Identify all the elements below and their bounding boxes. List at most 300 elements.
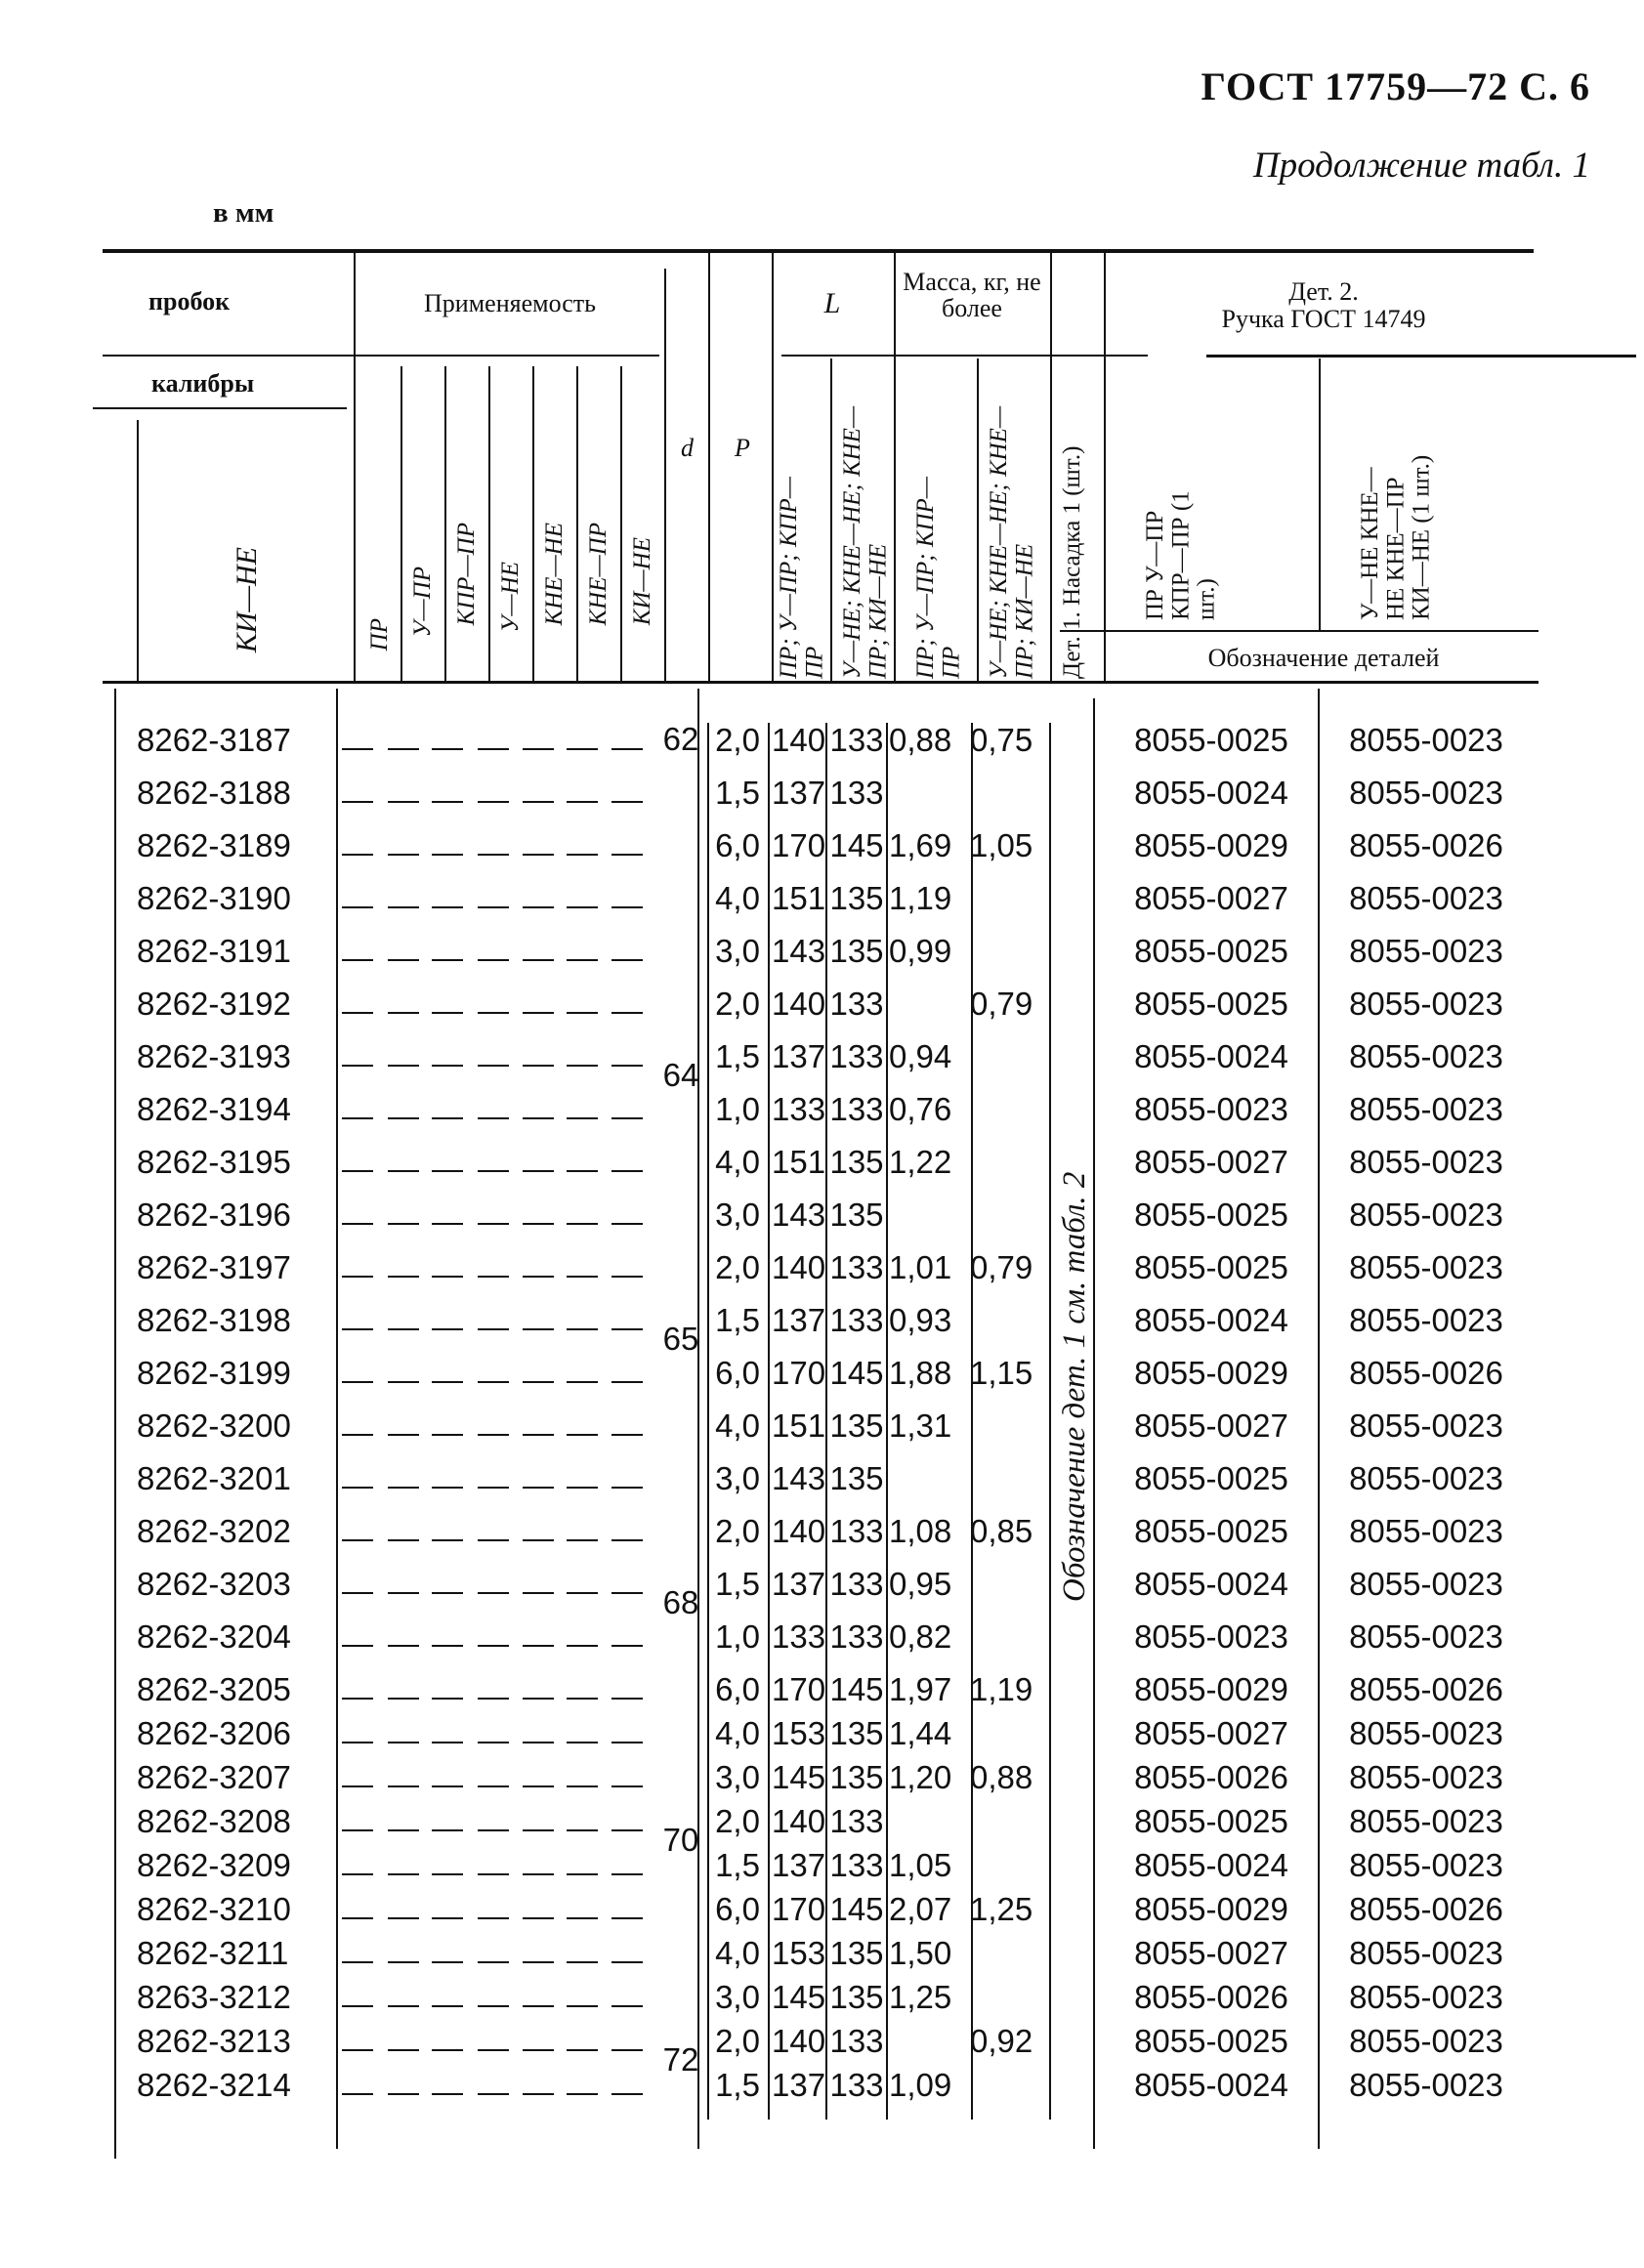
applicability-dash [342,1012,373,1014]
handle-pr-cell: 8055-0024 [1134,1038,1288,1074]
applicability-dash [567,1698,598,1700]
part-code-cell: 8262-3202 [137,1513,291,1549]
applicability-dash [342,748,373,750]
handle-ne-cell: 8055-0023 [1349,1715,1503,1751]
applicability-dash [523,2093,554,2095]
header-divider [1050,249,1052,684]
length-ne-cell: 133 [829,1038,884,1074]
mass-ne-cell: 1,05 [970,827,1033,863]
mass-pr-cell: 1,09 [889,2067,952,2103]
applicability-dash [342,801,373,803]
applicability-dash [611,1328,643,1330]
part-code-cell: 8262-3195 [137,1144,291,1180]
length-pr-cell: 137 [772,1302,826,1338]
applicability-dash [388,748,419,750]
part-code-cell: 8262-3208 [137,1803,291,1839]
handle-pr-cell: 8055-0024 [1134,1847,1288,1883]
length-ne-cell: 145 [829,1891,884,1927]
part-code-cell: 8262-3213 [137,2023,291,2059]
pitch-cell: 2,0 [715,2023,760,2059]
length-ne-cell: 133 [829,775,884,811]
applicability-dash [611,748,643,750]
pitch-cell: 3,0 [715,1979,760,2015]
applicability-dash [567,1539,598,1541]
handle-ne-cell: 8055-0023 [1349,1847,1503,1883]
length-ne-cell: 133 [829,1566,884,1602]
applicability-dash [478,1917,509,1919]
header-divider [532,366,534,684]
part-code-cell: 8262-3190 [137,880,291,916]
part-code-cell: 8262-3203 [137,1566,291,1602]
applicability-dash [432,906,463,908]
applicability-dash [388,906,419,908]
pitch-cell: 3,0 [715,1197,760,1233]
length-ne-cell: 135 [829,1715,884,1751]
applicability-dash [432,1873,463,1875]
header-det2-line1: Дет. 2. [1288,277,1359,306]
length-pr-cell: 137 [772,2067,826,2103]
applicability-dash [567,854,598,856]
handle-ne-cell: 8055-0023 [1349,1038,1503,1074]
handle-pr-cell: 8055-0025 [1134,1513,1288,1549]
header-rule [357,355,659,357]
applicability-dash [567,1328,598,1330]
mass-pr-cell: 1,97 [889,1671,952,1707]
applicability-dash [567,1487,598,1489]
mass-ne-cell: 1,19 [970,1671,1033,1707]
applicability-dash [523,801,554,803]
applicability-dash [611,2049,643,2051]
applicability-dash [432,1698,463,1700]
handle-pr-cell: 8055-0023 [1134,1091,1288,1127]
header-bottom-rule [103,681,1539,684]
handle-ne-cell: 8055-0023 [1349,775,1503,811]
length-ne-cell: 133 [829,1249,884,1285]
pitch-cell: 1,5 [715,2067,760,2103]
applicability-dash [342,1487,373,1489]
applicability-dash [478,2049,509,2051]
applicability-dash [523,1117,554,1119]
header-divider [400,366,402,684]
header-d: d [681,434,694,462]
handle-pr-cell: 8055-0029 [1134,827,1288,863]
part-code-cell: 8262-3209 [137,1847,291,1883]
handle-ne-cell: 8055-0023 [1349,880,1503,916]
applicability-dash [342,1276,373,1278]
mass-pr-cell: 1,05 [889,1847,952,1883]
handle-ne-cell: 8055-0023 [1349,1197,1503,1233]
applicability-dash [611,1276,643,1278]
handle-ne-cell: 8055-0023 [1349,1803,1503,1839]
length-ne-cell: 135 [829,1759,884,1795]
applicability-dash [342,2005,373,2007]
length-pr-cell: 133 [772,1618,826,1655]
header-applic-col: КНЕ—НЕ [541,523,568,626]
applicability-dash [567,1592,598,1594]
pitch-cell: 2,0 [715,1803,760,1839]
applicability-dash [388,1487,419,1489]
part-code-cell: 8262-3211 [137,1935,289,1971]
applicability-dash [478,1065,509,1067]
applicability-dash [523,854,554,856]
applicability-dash [478,2005,509,2007]
header-mass: Масса, кг, не более [903,268,1041,323]
span-note-det1 [1045,1094,1104,1680]
applicability-dash [432,801,463,803]
part-code-cell: 8262-3197 [137,1249,291,1285]
applicability-dash [342,1117,373,1119]
mass-pr-cell: 1,31 [889,1407,952,1444]
handle-ne-cell: 8055-0023 [1349,986,1503,1022]
table-row [0,774,1644,813]
header-probok: пробок [148,287,231,315]
applicability-dash [342,1742,373,1743]
pitch-cell: 1,5 [715,775,760,811]
applicability-dash [432,1917,463,1919]
header-mass-col1: ПР; У—ПР; КПР—ПР [912,476,965,679]
part-code-cell: 8262-3200 [137,1407,291,1444]
applicability-dash [567,1961,598,1963]
applicability-dash [523,1487,554,1489]
length-pr-cell: 151 [772,1407,826,1444]
mass-pr-cell: 1,20 [889,1759,952,1795]
handle-ne-cell: 8055-0023 [1349,1460,1503,1496]
applicability-dash [611,1592,643,1594]
applicability-dash [523,1065,554,1067]
applicability-dash [432,1065,463,1067]
applicability-dash [432,1742,463,1743]
header-applic-col: У—НЕ [497,562,524,633]
applicability-dash [432,1487,463,1489]
applicability-dash [432,1961,463,1963]
applicability-dash [342,1645,373,1647]
applicability-dash [478,1539,509,1541]
mass-pr-cell: 1,44 [889,1715,952,1751]
applicability-dash [342,1170,373,1172]
applicability-dash [478,906,509,908]
applicability-dash [611,1873,643,1875]
applicability-dash [342,1223,373,1225]
handle-pr-cell: 8055-0029 [1134,1891,1288,1927]
length-pr-cell: 140 [772,1803,826,1839]
applicability-dash [432,1785,463,1787]
applicability-dash [567,2005,598,2007]
header-top-rule [103,249,1534,253]
header-kalibry: калибры [151,369,255,398]
applicability-dash [478,1223,509,1225]
table-row [0,1301,1644,1340]
header-divider [576,366,578,684]
header-l: L [823,287,841,319]
applicability-dash [342,1785,373,1787]
length-pr-cell: 137 [772,775,826,811]
handle-pr-cell: 8055-0025 [1134,722,1288,758]
applicability-dash [432,1012,463,1014]
applicability-dash [478,959,509,961]
pitch-cell: 1,5 [715,1566,760,1602]
applicability-dash [388,1592,419,1594]
part-code-cell: 8262-3199 [137,1355,291,1391]
applicability-dash [523,1434,554,1436]
applicability-dash [478,2093,509,2095]
header-divider [137,420,139,684]
table-row [0,1714,1644,1753]
table-row [0,1617,1644,1657]
applicability-dash [523,748,554,750]
pitch-cell: 6,0 [715,1671,760,1707]
applicability-dash [523,1742,554,1743]
part-code-cell: 8262-3192 [137,986,291,1022]
handle-ne-cell: 8055-0023 [1349,2067,1503,2103]
mass-ne-cell: 0,88 [970,1759,1033,1795]
applicability-dash [523,2005,554,2007]
part-code-cell: 8263-3212 [137,1979,291,2015]
applicability-dash [611,1698,643,1700]
header-rule [103,355,357,357]
pitch-cell: 1,5 [715,1847,760,1883]
header-det2-line2: Ручка ГОСТ 14749 [1221,305,1426,333]
header-applic-col: ПР [366,618,393,651]
diameter-cell: 68 [662,1584,699,1620]
mass-ne-cell: 0,79 [970,986,1033,1022]
applicability-dash [567,748,598,750]
mass-pr-cell: 2,07 [889,1891,952,1927]
header-divider [488,366,490,684]
applicability-dash [567,1645,598,1647]
applicability-dash [478,1592,509,1594]
length-ne-cell: 133 [829,2067,884,2103]
handle-pr-cell: 8055-0025 [1134,986,1288,1022]
applicability-dash [611,1539,643,1541]
part-code-cell: 8262-3204 [137,1618,291,1655]
applicability-dash [432,1645,463,1647]
applicability-dash [388,1742,419,1743]
applicability-dash [611,1917,643,1919]
applicability-dash [523,1917,554,1919]
header-applic-col: КПР—ПР [453,523,480,626]
applicability-dash [342,1065,373,1067]
applicability-dash [342,854,373,856]
pitch-cell: 1,5 [715,1038,760,1074]
table-row [0,1090,1644,1129]
handle-pr-cell: 8055-0024 [1134,1566,1288,1602]
applicability-dash [342,959,373,961]
length-ne-cell: 133 [829,986,884,1022]
length-pr-cell: 140 [772,1249,826,1285]
length-pr-cell: 137 [772,1038,826,1074]
length-ne-cell: 133 [829,1091,884,1127]
mass-pr-cell: 0,94 [889,1038,952,1074]
applicability-dash [611,906,643,908]
handle-ne-cell: 8055-0023 [1349,1618,1503,1655]
diameter-cell: 70 [662,1822,699,1858]
applicability-dash [342,1539,373,1541]
handle-pr-cell: 8055-0023 [1134,1618,1288,1655]
table-row [0,826,1644,865]
applicability-dash [567,1276,598,1278]
part-code-cell: 8262-3210 [137,1891,291,1927]
applicability-dash [611,1434,643,1436]
applicability-dash [432,1223,463,1225]
applicability-dash [567,1742,598,1743]
applicability-dash [342,1434,373,1436]
applicability-dash [567,906,598,908]
mass-pr-cell: 0,95 [889,1566,952,1602]
applicability-dash [611,1381,643,1383]
mass-pr-cell: 1,08 [889,1513,952,1549]
applicability-dash [388,854,419,856]
length-ne-cell: 135 [829,1197,884,1233]
mass-pr-cell: 1,25 [889,1979,952,2015]
part-code-cell: 8262-3198 [137,1302,291,1338]
handle-ne-cell: 8055-0026 [1349,1355,1503,1391]
applicability-dash [523,959,554,961]
handle-pr-cell: 8055-0024 [1134,1302,1288,1338]
applicability-dash [388,1539,419,1541]
applicability-dash [478,1645,509,1647]
length-pr-cell: 151 [772,880,826,916]
pitch-cell: 6,0 [715,1355,760,1391]
applicability-dash [567,1170,598,1172]
mass-ne-cell: 0,85 [970,1513,1033,1549]
handle-pr-cell: 8055-0025 [1134,1460,1288,1496]
header-divider [444,366,446,684]
applicability-dash [567,1117,598,1119]
mass-pr-cell: 0,99 [889,933,952,969]
applicability-dash [388,1645,419,1647]
handle-ne-cell: 8055-0023 [1349,1759,1503,1795]
mass-pr-cell: 1,50 [889,1935,952,1971]
table-row [0,1143,1644,1182]
length-ne-cell: 133 [829,2023,884,2059]
applicability-dash [478,1381,509,1383]
applicability-dash [567,1223,598,1225]
length-pr-cell: 133 [772,1091,826,1127]
applicability-dash [388,1873,419,1875]
handle-pr-cell: 8055-0024 [1134,775,1288,811]
pitch-cell: 1,0 [715,1091,760,1127]
applicability-dash [388,2049,419,2051]
applicability-dash [432,959,463,961]
applicability-dash [611,801,643,803]
part-code-cell: 8262-3188 [137,775,291,811]
pitch-cell: 4,0 [715,1935,760,1971]
length-pr-cell: 153 [772,1715,826,1751]
applicability-dash [478,854,509,856]
header-divider [772,249,774,684]
table-row [0,879,1644,918]
units-label: в мм [213,197,274,229]
applicability-dash [523,1381,554,1383]
header-rule [781,355,1148,357]
applicability-dash [342,1829,373,1831]
header-p: P [735,434,750,462]
applicability-dash [478,1117,509,1119]
diameter-cell: 72 [662,2041,699,2078]
header-rule [1206,355,1636,357]
applicability-dash [523,1873,554,1875]
applicability-dash [523,1223,554,1225]
pitch-cell: 4,0 [715,880,760,916]
applicability-dash [611,1742,643,1743]
applicability-dash [342,1698,373,1700]
applicability-dash [432,748,463,750]
length-ne-cell: 133 [829,1803,884,1839]
applicability-dash [432,2093,463,2095]
table-row [0,1802,1644,1841]
pitch-cell: 2,0 [715,722,760,758]
applicability-dash [478,1829,509,1831]
pitch-cell: 4,0 [715,1715,760,1751]
applicability-dash [611,1223,643,1225]
applicability-dash [432,1328,463,1330]
header-divider [354,249,356,684]
applicability-dash [523,2049,554,2051]
mass-pr-cell: 1,69 [889,827,952,863]
applicability-dash [567,1785,598,1787]
applicability-dash [342,906,373,908]
applicability-dash [342,1961,373,1963]
handle-pr-cell: 8055-0025 [1134,933,1288,969]
handle-pr-cell: 8055-0027 [1134,880,1288,916]
applicability-dash [523,1961,554,1963]
part-code-cell: 8262-3191 [137,933,291,969]
length-ne-cell: 135 [829,1979,884,2015]
handle-ne-cell: 8055-0023 [1349,2023,1503,2059]
header-mass-col2: У—НЕ; КНЕ—НЕ; КНЕ—ПР; КИ—НЕ [986,405,1038,679]
applicability-dash [432,854,463,856]
mass-pr-cell: 0,76 [889,1091,952,1127]
applicability-dash [388,1170,419,1172]
handle-pr-cell: 8055-0027 [1134,1715,1288,1751]
table-row [0,1459,1644,1498]
applicability-dash [611,1829,643,1831]
applicability-dash [567,1873,598,1875]
handle-ne-cell: 8055-0023 [1349,1407,1503,1444]
pitch-cell: 2,0 [715,1513,760,1549]
table-row [0,1407,1644,1446]
applicability-dash [388,1276,419,1278]
applicability-dash [342,1873,373,1875]
pitch-cell: 3,0 [715,1460,760,1496]
length-pr-cell: 143 [772,1460,826,1496]
applicability-dash [567,1381,598,1383]
applicability-dash [432,2005,463,2007]
mass-pr-cell: 1,88 [889,1355,952,1391]
applicability-dash [611,2093,643,2095]
pitch-cell: 1,0 [715,1618,760,1655]
applicability-dash [432,1434,463,1436]
part-code-cell: 8262-3193 [137,1038,291,1074]
applicability-dash [388,1961,419,1963]
part-code-cell: 8262-3205 [137,1671,291,1707]
header-l-col2: У—НЕ; КНЕ—НЕ; КНЕ—ПР; КИ—НЕ [839,405,892,679]
length-ne-cell: 135 [829,1460,884,1496]
mass-pr-cell: 1,22 [889,1144,952,1180]
applicability-dash [611,2005,643,2007]
length-pr-cell: 137 [772,1847,826,1883]
applicability-dash [567,801,598,803]
applicability-dash [523,906,554,908]
handle-ne-cell: 8055-0023 [1349,1513,1503,1549]
applicability-dash [342,1381,373,1383]
length-ne-cell: 135 [829,880,884,916]
handle-pr-cell: 8055-0027 [1134,1407,1288,1444]
handle-pr-cell: 8055-0025 [1134,2023,1288,2059]
length-pr-cell: 145 [772,1759,826,1795]
applicability-dash [388,1223,419,1225]
handle-ne-cell: 8055-0023 [1349,1091,1503,1127]
